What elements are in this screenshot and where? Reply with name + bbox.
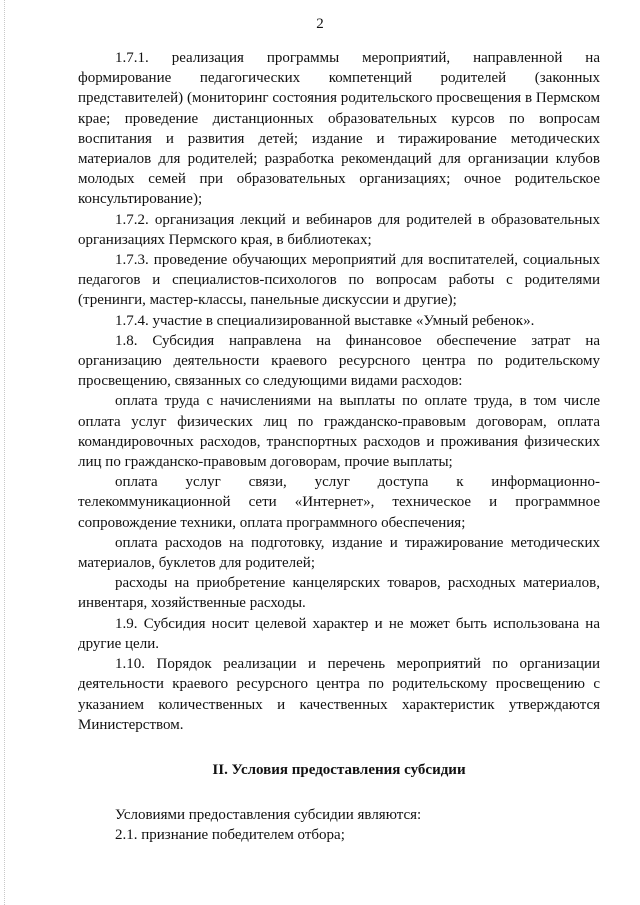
paragraph-conditions-intro: Условиями предоставления субсидии являются: [115, 806, 422, 823]
paragraph-expense-publishing: оплата расходов на подготовку, издание и тиражирование методических материалов, буклетов для родителей; [78, 534, 600, 572]
page-number: 2 [316, 16, 324, 32]
paragraph-1-7-1: 1.7.1. реализация программы мероприятий, направленной на формирование педагогических компетенций родителей (законных представителей) (мониторинг состояния родительского просвещения в Пермском крае; проведение дистанционных образовательных курсов по вопросам воспитания и развития детей; издание и тиражирование методических материалов для родителей; разработка рекомендаций для организации клубов молодых семей при образовательных организациях; очное родительское консультирование); [78, 50, 600, 208]
paragraph-expense-communication: оплата услуг связи, услуг доступа к информационно-телекоммуникационной сети «Интернет», техническое и программное сопровождение техники, оплата программного обеспечения; [78, 474, 600, 531]
paragraph-expense-supplies: расходы на приобретение канцелярских товаров, расходных материалов, инвентаря, хозяйственные расходы. [78, 575, 600, 612]
scan-edge-line [4, 0, 6, 905]
paragraph-1-8: 1.8. Субсидия направлена на финансовое обеспечение затрат на организацию деятельности краевого ресурсного центра по родительскому просвещению, связанных со следующими видами расходов: [78, 332, 600, 390]
document-body [78, 48, 600, 845]
section-2-title: II. Условия предоставления субсидии [212, 761, 466, 778]
paragraph-1-10: 1.10. Порядок реализации и перечень мероприятий по организации деятельности краевого ресурсного центра по родительскому просвещению с указанием количественных и качественных характеристик утверждаются Министерством. [78, 656, 600, 733]
paragraph-2-1: 2.1. признание победителем отбора; [115, 827, 345, 844]
paragraph-1-7-2: 1.7.2. организация лекций и вебинаров для родителей в образовательных организациях Пермского края, в библиотеках; [78, 211, 600, 248]
paragraph-1-7-4: 1.7.4. участие в специализированной выставке «Умный ребенок». [115, 312, 535, 329]
paragraph-expense-salary: оплата труда с начислениями на выплаты по оплате труда, в том числе оплата услуг физических лиц по гражданско-правовым договорам, оплата командировочных расходов, транспортных расходов и проживания физических лиц по гражданско-правовым договорам, прочие выплаты; [78, 393, 600, 471]
paragraph-1-9: 1.9. Субсидия носит целевой характер и не может быть использована на другие цели. [78, 615, 600, 652]
paragraph-1-7-3: 1.7.3. проведение обучающих мероприятий для воспитателей, социальных педагогов и специалистов-психологов по вопросам работы с родителями (тренинги, мастер-классы, панельные дискуссии и другие); [78, 252, 600, 309]
